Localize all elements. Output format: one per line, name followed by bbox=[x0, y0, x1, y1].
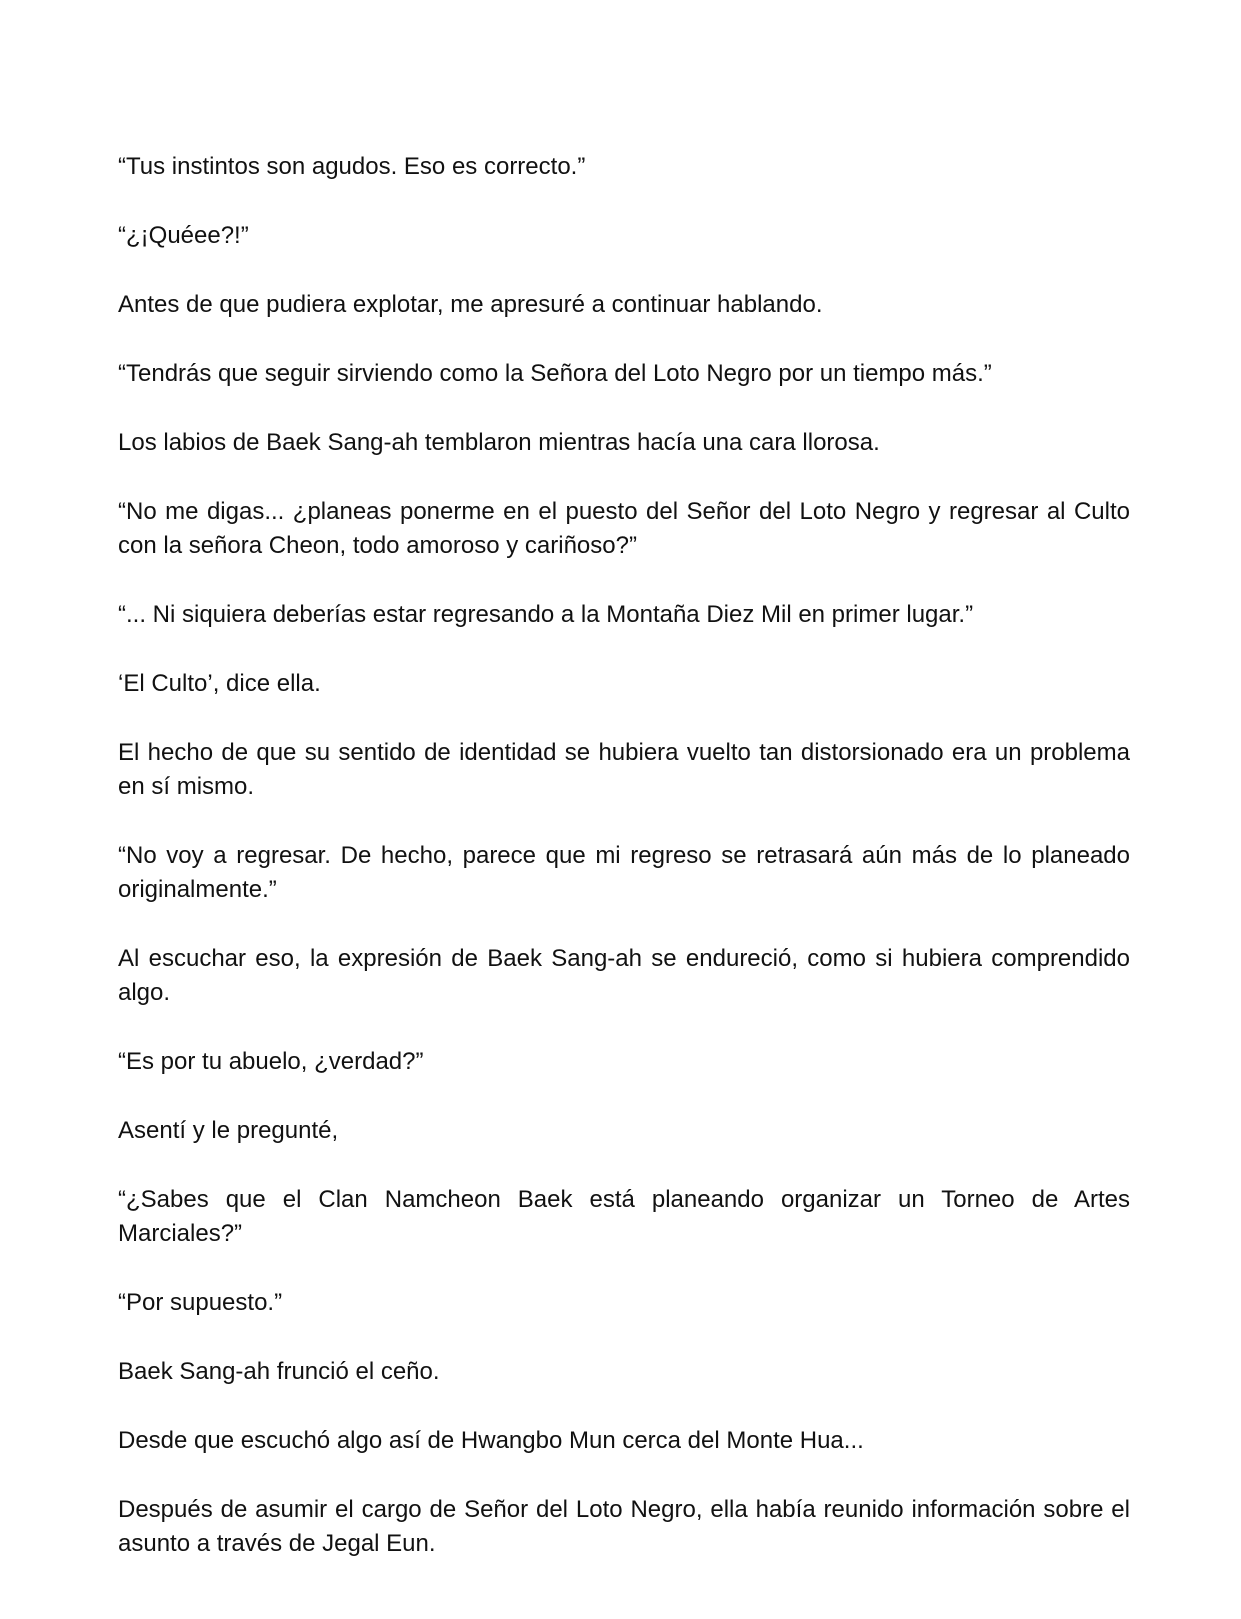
paragraph: Al escuchar eso, la expresión de Baek Sang-ah se endureció, como si hubiera comprendido algo. bbox=[118, 945, 1130, 1006]
paragraph: “Es por tu abuelo, ¿verdad?” bbox=[118, 1048, 424, 1075]
paragraph: “... Ni siquiera deberías estar regresando a la Montaña Diez Mil en primer lugar.” bbox=[118, 601, 974, 628]
paragraph: “Tus instintos son agudos. Eso es correcto.” bbox=[118, 153, 586, 180]
paragraph: Los labios de Baek Sang-ah temblaron mientras hacía una cara llorosa. bbox=[118, 429, 880, 456]
paragraph: “¿¡Quéee?!” bbox=[118, 222, 249, 249]
paragraph: “No me digas... ¿planeas ponerme en el puesto del Señor del Loto Negro y regresar al Culto con la señora Cheon, todo amoroso y cariñoso?” bbox=[118, 498, 1130, 559]
paragraph: “¿Sabes que el Clan Namcheon Baek está planeando organizar un Torneo de Artes Marciales?” bbox=[118, 1186, 1130, 1247]
paragraph: Después de asumir el cargo de Señor del Loto Negro, ella había reunido información sobre el asunto a través de Jegal Eun. bbox=[118, 1496, 1130, 1557]
paragraph: “Tendrás que seguir sirviendo como la Señora del Loto Negro por un tiempo más.” bbox=[118, 360, 992, 387]
paragraph: Asentí y le pregunté, bbox=[118, 1117, 339, 1144]
paragraph: Antes de que pudiera explotar, me apresuré a continuar hablando. bbox=[118, 291, 823, 318]
paragraph: ‘El Culto’, dice ella. bbox=[118, 670, 321, 697]
paragraph: “No voy a regresar. De hecho, parece que mi regreso se retrasará aún más de lo planeado originalmente.” bbox=[118, 842, 1130, 903]
paragraph: Baek Sang-ah frunció el ceño. bbox=[118, 1358, 440, 1385]
paragraph: “Por supuesto.” bbox=[118, 1289, 283, 1316]
paragraph: Desde que escuchó algo así de Hwangbo Mun cerca del Monte Hua... bbox=[118, 1427, 864, 1454]
paragraph: El hecho de que su sentido de identidad se hubiera vuelto tan distorsionado era un problema en sí mismo. bbox=[118, 739, 1130, 800]
document-body bbox=[118, 150, 1130, 1596]
